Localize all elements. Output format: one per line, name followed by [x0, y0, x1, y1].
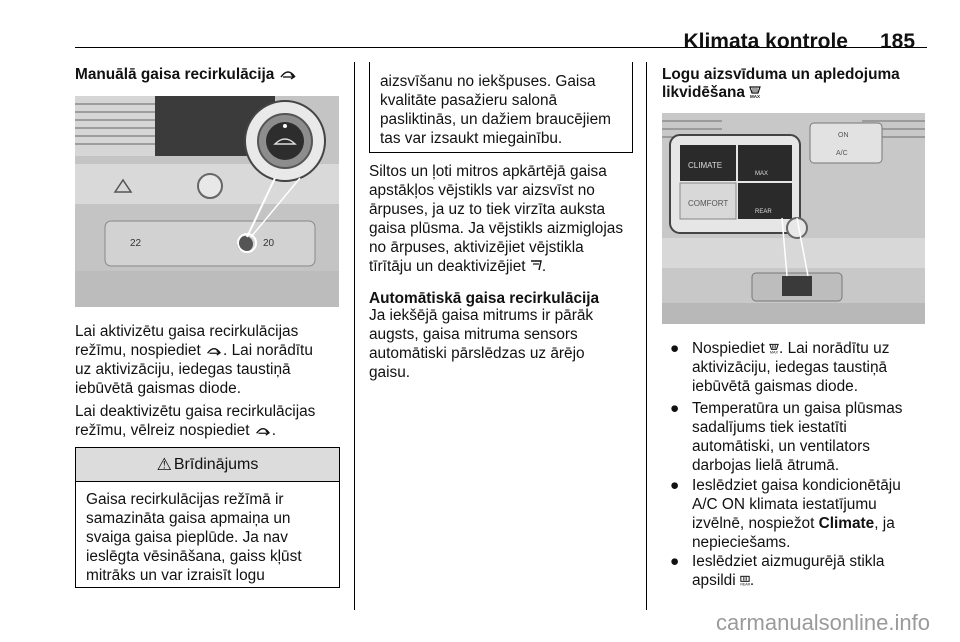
- photo1-right-temp: 20: [263, 238, 275, 249]
- photo2-rear-label: REAR: [755, 209, 772, 215]
- photo2-comfort-label: COMFORT: [688, 199, 729, 208]
- warning-triangle-icon: ⚠: [156, 454, 172, 474]
- running-header-title: Klimata kontrole: [683, 30, 848, 53]
- bullet-item-4: ● Ieslēdziet aizmugurējā stikla apsildi REAR .: [670, 553, 885, 589]
- bullet-item-3: ● Ieslēdziet gaisa kondicionētāju A/C ON klimata iestatījumu izvēlnē, nospiežot Climate, ja nepieciešams.: [670, 477, 901, 551]
- windscreen-wiper-icon: [530, 258, 542, 275]
- warning-box-continued: [369, 62, 633, 153]
- header-rule: [75, 47, 927, 48]
- page-number: 185: [880, 30, 916, 53]
- svg-text:MAX: MAX: [750, 94, 761, 99]
- svg-text:MAX: MAX: [769, 350, 778, 355]
- photo2-max-label: MAX: [755, 171, 769, 177]
- bullet-dot: ●: [670, 340, 680, 357]
- photo-console-recirculation-button: [75, 96, 339, 307]
- col2-paragraph-2: Ja iekšējā gaisa mitrums ir pārāk augsts, gaisa mitruma sensors automātiski pārslēdzas uz ārējo gaisu.: [369, 307, 594, 381]
- heading-demisting-defrosting: Logu aizsvīduma un apledojuma likvidēšana MAX: [662, 66, 900, 101]
- windscreen-defrost-max-icon: [749, 84, 761, 101]
- bullet-item-2: ● Temperatūra un gaisa plūsmas sadalījums tiek iestatīti automātiski, un ventilators darbojas lielā ātrumā.: [670, 400, 903, 474]
- heading-automatic-recirculation: Automātiskā gaisa recirkulācija: [369, 290, 600, 307]
- bullet-dot: ●: [670, 553, 680, 570]
- warning-text-continued: aizsvīšanu no iekšpuses. Gaisa kvalitāte pasažieru salonā pasliktinās, un dažiem braucējiem tas var izsaukt miegainību.: [380, 73, 611, 147]
- rear-window-heating-icon: [740, 572, 750, 589]
- warning-header: ⚠ Brīdinājums: [76, 447, 339, 482]
- recirculation-icon: [205, 342, 223, 359]
- col1-paragraph-1: Lai aktivizētu gaisa recirkulācijas režīmu, nospiediet . Lai norādītu uz aktivizāciju, iedegas taustiņā iebūvētā gaismas diode.: [75, 323, 313, 397]
- svg-text:REAR: REAR: [740, 582, 750, 587]
- photo2-ac-label: A/C: [836, 150, 848, 157]
- windscreen-defrost-max-icon: [769, 340, 779, 357]
- recirculation-icon: [254, 422, 272, 439]
- recirculation-icon: [279, 66, 297, 83]
- bullet-dot: ●: [670, 477, 680, 494]
- column-divider-1: [354, 62, 355, 610]
- watermark: carmanualsonline.info: [715, 610, 930, 635]
- photo2-on-label: ON: [838, 132, 849, 139]
- column-divider-2: [646, 62, 647, 610]
- heading-manual-recirculation: Manuālā gaisa recirkulācija: [75, 66, 297, 84]
- photo1-left-temp: 22: [130, 238, 142, 249]
- bullet-item-1: ● Nospiediet MAX . Lai norādītu uz aktivizāciju, iedegas taustiņā iebūvētā gaismas diode.: [670, 340, 890, 395]
- col1-paragraph-2: Lai deaktivizētu gaisa recirkulācijas režīmu, vēlreiz nospiediet .: [75, 403, 316, 439]
- col2-paragraph-1: Siltos un ļoti mitros apkārtējā gaisa apstākļos vējstikls var aizsvīst no ārpuses, ja uz to tiek virzīta auksta gaisa plūsma. Ja vējstikls aizmiglojas no ārpuses, aktivizējiet vējstikla tīrītāju un deaktivizējiet .: [369, 163, 624, 275]
- photo-defrost-buttons: [662, 113, 925, 324]
- photo2-climate-label: CLIMATE: [688, 161, 723, 170]
- warning-text: Gaisa recirkulācijas režīmā ir samazināta gaisa apmaiņa un svaiga gaisa pieplūde. Ja nav ieslēgta vēsināšana, gaiss kļūst mitrāks un var izraisīt logu: [86, 491, 302, 584]
- bullet-dot: ●: [670, 400, 680, 417]
- warning-box: [75, 447, 340, 588]
